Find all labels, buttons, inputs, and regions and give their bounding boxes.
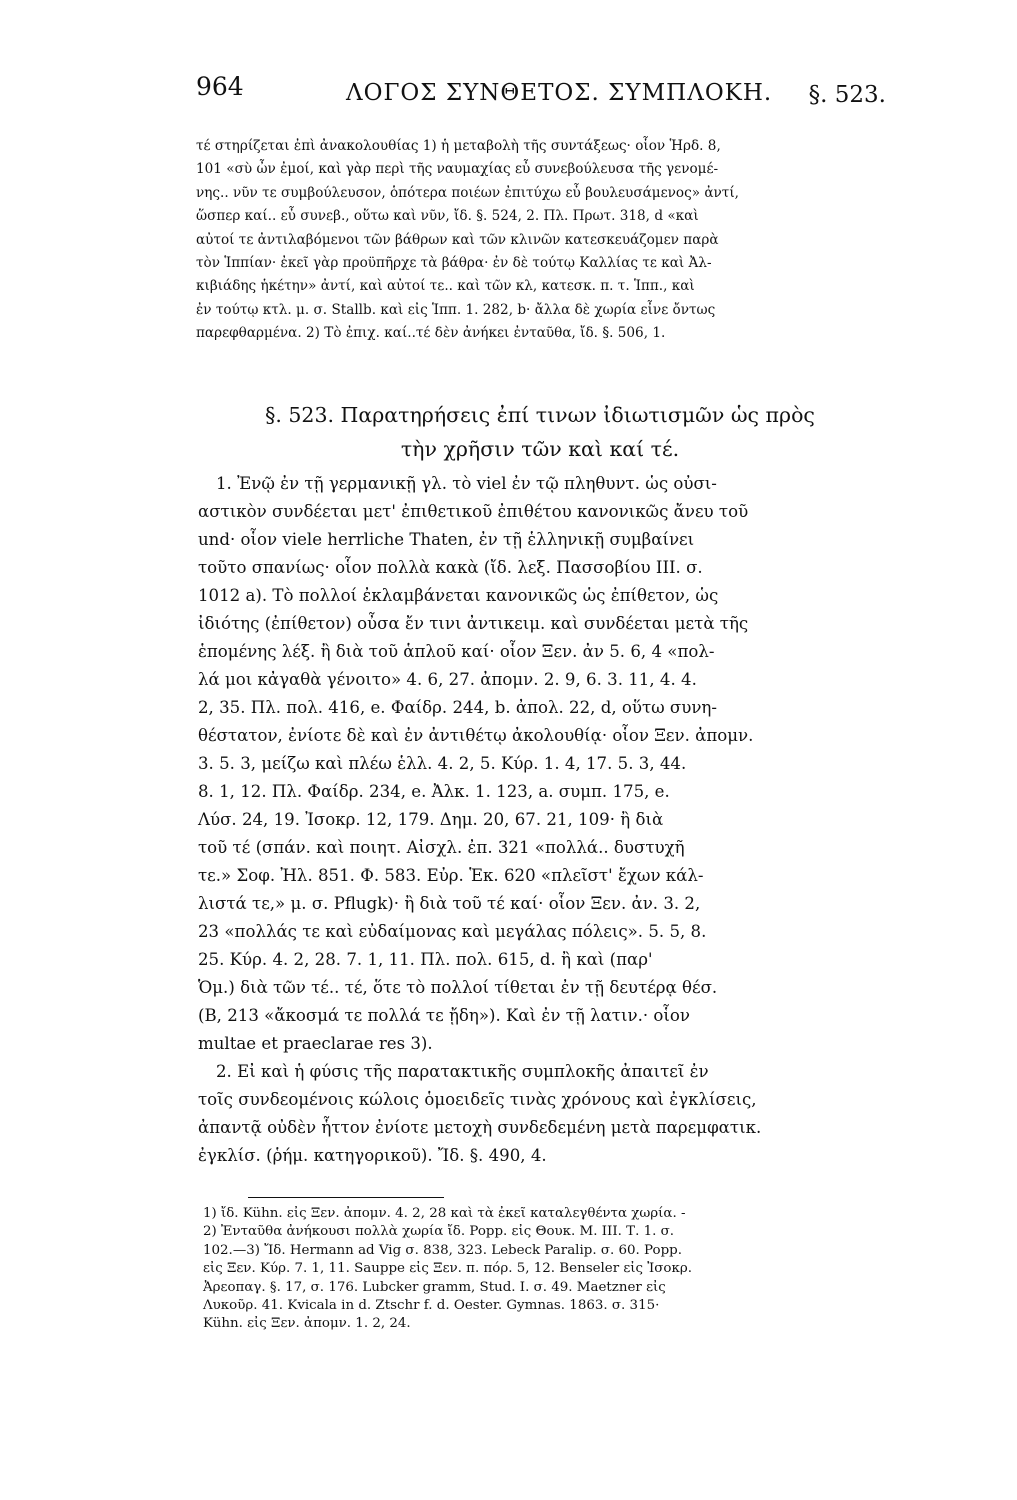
main-text <box>198 470 888 1170</box>
paragraph-line: 1. Ἐνῷ ἐν τῇ γερμανικῇ γλ. τὸ viel ἐν τῷ πληθυντ. ὡς οὐσι- <box>216 474 717 493</box>
paragraph-line: ἑπομένης λέξ. ἢ διὰ τοῦ ἁπλοῦ καί· οἷον Ξεν. ἀν 5. 6, 4 «πολ- <box>198 642 715 661</box>
paragraph-line: 23 «πολλάς τε καὶ εὐδαίμονας καὶ μεγάλας πόλεις». 5. 5, 8. <box>198 922 707 941</box>
paragraph-line: 8. 1, 12. Πλ. Φαίδρ. 234, e. Ἀλκ. 1. 123, a. συμπ. 175, e. <box>198 782 670 801</box>
paragraph-line: 25. Κύρ. 4. 2, 28. 7. 1, 11. Πλ. πολ. 615, d. ἢ καὶ (παρ' <box>198 950 653 969</box>
paragraph-line: τοῦ τέ (σπάν. καὶ ποιητ. Αἰσχλ. ἐπ. 321 «πολλά.. δυστυχῆ <box>198 838 685 857</box>
paragraph-line: ἐγκλίσ. (ῥήμ. κατηγορικοῦ). Ἴδ. §. 490, 4. <box>198 1146 547 1165</box>
paragraph-line: λιστά τε,» μ. σ. Pflugk)· ἢ διὰ τοῦ τέ καί· οἷον Ξεν. ἀν. 3. 2, <box>198 894 701 913</box>
continued-note-line: 101 «σὺ ὦν ἐμοί, καὶ γὰρ περὶ τῆς ναυμαχίας εὖ συνεβούλευσα τῆς γενομέ- <box>196 161 719 178</box>
section-heading-line: τὴν χρῆσιν τῶν καὶ καί τέ. <box>400 437 680 461</box>
footnote-line: Ἀρεοπαγ. §. 17, σ. 176. Lubcker gramm, Stud. I. σ. 49. Maetzner εἰς <box>203 1279 666 1295</box>
paragraph-line: 2. Εἰ καὶ ἡ φύσις τῆς παρατακτικῆς συμπλοκῆς ἀπαιτεῖ ἐν <box>216 1062 709 1081</box>
continued-note-line: αὐτοί τε ἀντιλαβόμενοι τῶν βάθρων καὶ τῶν κλινῶν κατεσκευάζομεν παρὰ <box>196 231 719 248</box>
footnote-line: Kühn. εἰς Ξεν. ἀπομν. 1. 2, 24. <box>203 1316 411 1332</box>
paragraph-line: αστικὸν συνδέεται μετ' ἐπιθετικοῦ ἐπιθέτου κανονικῶς ἄνευ τοῦ <box>198 502 749 521</box>
paragraph-line: multae et praeclarae res 3). <box>198 1034 433 1053</box>
paragraph-line: (Β, 213 «ἄκοσμά τε πολλά τε ᾔδη»). Καὶ ἐν τῇ λατιν.· οἷον <box>198 1006 690 1025</box>
footnote-line: 1) ἴδ. Kühn. εἰς Ξεν. ἀπομν. 4. 2, 28 καὶ τὰ ἐκεῖ καταλεγθέντα χωρία. - <box>203 1206 686 1221</box>
footnotes <box>203 1205 893 1334</box>
section-heading <box>210 398 870 466</box>
paragraph-line: τοῦτο σπανίως· οἷον πολλὰ κακὰ (ἴδ. λεξ. Πασσοβίου ΙΙΙ. σ. <box>198 558 703 577</box>
section-heading-line: §. 523. Παρατηρήσεις ἐπί τινων ἰδιωτισμῶν ὡς πρὸς <box>265 403 815 427</box>
footnote-line: Λυκοῦρ. 41. Kvicala in d. Ztschr f. d. Oester. Gymnas. 1863. σ. 315· <box>203 1298 660 1314</box>
page-header <box>196 72 886 112</box>
paragraph-line: Ὁμ.) διὰ τῶν τέ.. τέ, ὅτε τὸ πολλοί τίθεται ἐν τῇ δευτέρᾳ θέσ. <box>198 978 718 997</box>
paragraph-line: τοῖς συνδεομένοις κώλοις ὁμοειδεῖς τινὰς χρόνους καὶ ἐγκλίσεις, <box>198 1090 757 1109</box>
continued-note-line: νης.. νῦν τε συμβούλευσον, ὁπότερα ποιέων ἐπιτύχω εὖ βουλευσάμενος» ἀντί, <box>196 184 739 201</box>
paragraph-line: Λύσ. 24, 19. Ἰσοκρ. 12, 179. Δημ. 20, 67. 21, 109· ἢ διὰ <box>198 810 664 829</box>
footnote-line: εἰς Ξεν. Κύρ. 7. 1, 11. Sauppe εἰς Ξεν. π. πόρ. 5, 12. Benseler εἰς Ἰσοκρ. <box>203 1261 692 1277</box>
section-number: §. 523. <box>808 82 886 108</box>
page-number: 964 <box>196 72 244 101</box>
footnote-line: 2) Ἐνταῦθα ἀνήκουσι πολλὰ χωρία ἴδ. Popp. εἰς Θουκ. Μ. ΙΙΙ. Τ. 1. σ. <box>203 1224 675 1240</box>
paragraph-line: λά μοι κἀγαθὰ γένοιτο» 4. 6, 27. ἀπομν. 2. 9, 6. 3. 11, 4. 4. <box>198 670 697 689</box>
continued-note-line: ὥσπερ καί.. εὖ συνεβ., οὕτω καὶ νῦν, ἴδ. §. 524, 2. Πλ. Πρωτ. 318, d «καὶ <box>196 208 699 225</box>
footnote-line: 102.—3) Ἴδ. Hermann ad Vig σ. 838, 323. Lebeck Paralip. σ. 60. Popp. <box>203 1242 682 1258</box>
continued-note-line: τὸν Ἱππίαν· ἐκεῖ γὰρ προϋπῆρχε τὰ βάθρα· ἐν δὲ τούτῳ Καλλίας τε καὶ Ἀλ- <box>196 255 712 272</box>
paragraph-line: ἀπαντᾷ οὐδὲν ἧττον ἐνίοτε μετοχὴ συνδεδεμένη μετὰ παρεμφατικ. <box>198 1118 762 1137</box>
paragraph-line: ἰδιότης (ἐπίθετον) οὖσα ἔν τινι ἀντικειμ. καὶ συνδέεται μετὰ τῆς <box>198 614 749 633</box>
paragraph-line: 2, 35. Πλ. πολ. 416, e. Φαίδρ. 244, b. ἀπολ. 22, d, οὕτω συνη- <box>198 698 717 717</box>
paragraph-line: 1012 a). Τὸ πολλοί ἐκλαμβάνεται κανονικῶς ὡς ἐπίθετον, ὡς <box>198 586 719 605</box>
continued-note-line: παρεφθαρμένα. 2) Τὸ ἐπιχ. καί..τέ δὲν ἀνήκει ἐνταῦθα, ἴδ. §. 506, 1. <box>196 325 666 342</box>
continued-note-line: κιβιάδης ἡκέτην» ἀντί, καὶ αὐτοί τε.. καὶ τῶν κλ, κατεσκ. π. τ. Ἱππ., καὶ <box>196 278 695 295</box>
continued-note-line: τέ στηρίζεται ἐπὶ ἀνακολουθίας 1) ἡ μεταβολὴ τῆς συντάξεως· οἷον Ἡρδ. 8, <box>196 138 721 154</box>
paragraph-line: τε.» Σοφ. Ἠλ. 851. Φ. 583. Εὐρ. Ἑκ. 620 «πλεῖστ' ἔχων κάλ- <box>198 866 704 885</box>
paragraph-line: und· οἷον viele herrliche Thaten, ἐν τῇ ἑλληνικῇ συμβαίνει <box>198 530 695 549</box>
paragraph-line: θέστατον, ἐνίοτε δὲ καὶ ἐν ἀντιθέτῳ ἀκολουθίᾳ· οἷον Ξεν. ἀπομν. <box>198 726 754 745</box>
continued-note-line: ἐν τούτῳ κτλ. μ. σ. Stallb. καὶ εἰς Ἱππ. 1. 282, b· ἄλλα δὲ χωρία εἶνε ὄντως <box>196 301 716 318</box>
footnote-rule <box>248 1197 444 1198</box>
paragraph-line: 3. 5. 3, μείζω καὶ πλέω ἑλλ. 4. 2, 5. Κύρ. 1. 4, 17. 5. 3, 44. <box>198 754 687 773</box>
continued-notes <box>196 135 886 346</box>
running-title: ΛΟΓΟΣ ΣΥΝΘΕΤΟΣ. ΣΥΜΠΛΟΚΗ. <box>346 80 773 106</box>
